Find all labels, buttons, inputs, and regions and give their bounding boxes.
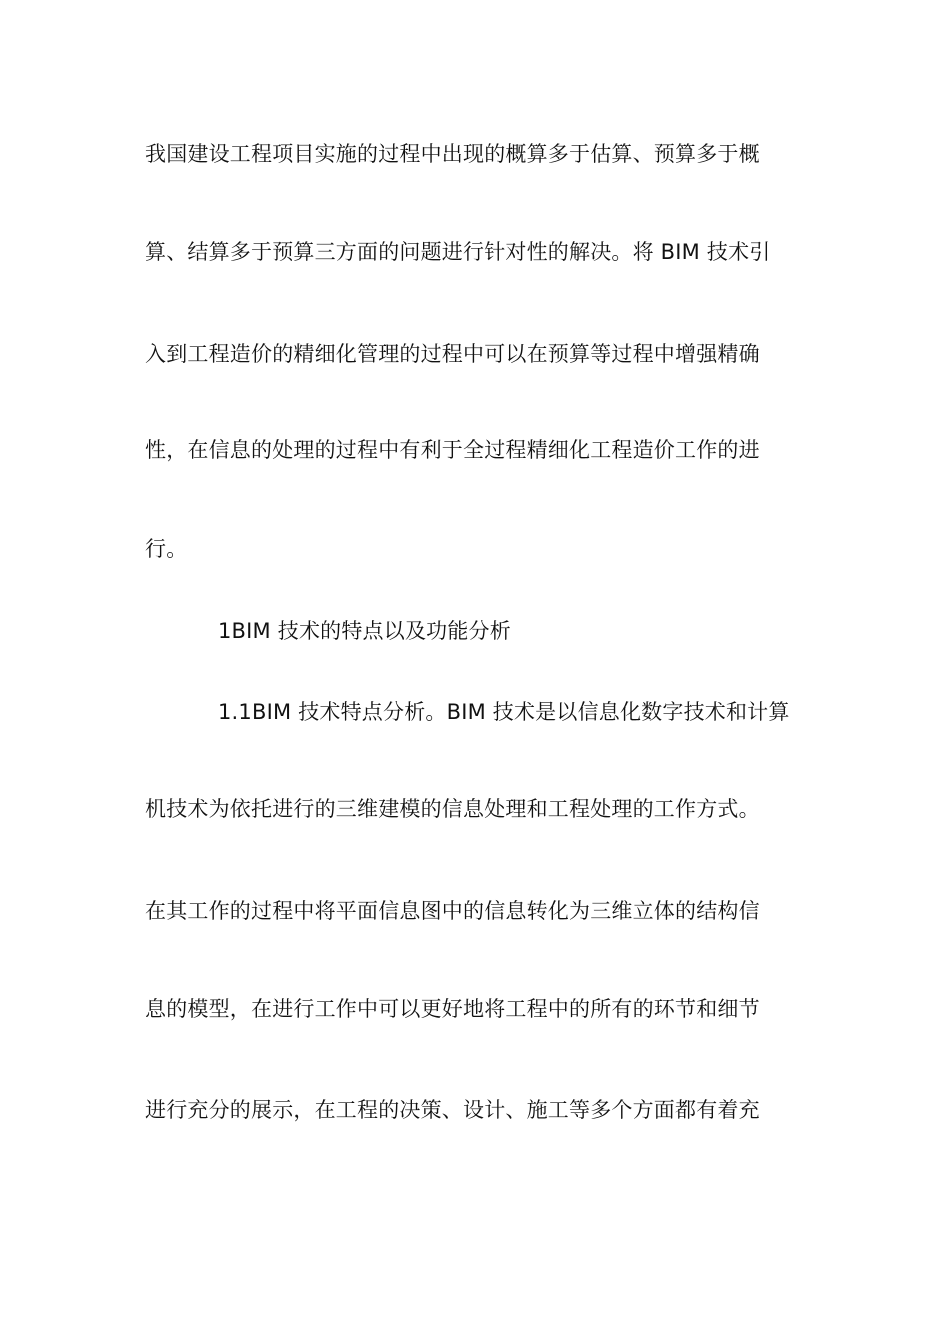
paragraph-line-2: 算、结算多于预算三方面的问题进行针对性的解决。将 BIM 技术引 <box>145 240 771 264</box>
paragraph-line-8: 在其工作的过程中将平面信息图中的信息转化为三维立体的结构信 <box>145 899 760 923</box>
paragraph-line-1: 我国建设工程项目实施的过程中出现的概算多于估算、预算多于概 <box>145 142 760 166</box>
paragraph-line-9: 息的模型，在进行工作中可以更好地将工程中的所有的环节和细节 <box>145 997 760 1021</box>
paragraph-line-3: 入到工程造价的精细化管理的过程中可以在预算等过程中增强精确 <box>145 342 760 366</box>
paragraph-line-4: 性，在信息的处理的过程中有利于全过程精细化工程造价工作的进 <box>145 438 760 462</box>
section-heading: 1BIM 技术的特点以及功能分析 <box>218 619 511 643</box>
subsection-first-line: 1.1BIM 技术特点分析。BIM 技术是以信息化数字技术和计算 <box>218 700 790 724</box>
paragraph-line-5: 行。 <box>145 537 188 561</box>
paragraph-line-10: 进行充分的展示，在工程的决策、设计、施工等多个方面都有着充 <box>145 1098 760 1122</box>
paragraph-line-7: 机技术为依托进行的三维建模的信息处理和工程处理的工作方式。 <box>145 797 760 821</box>
